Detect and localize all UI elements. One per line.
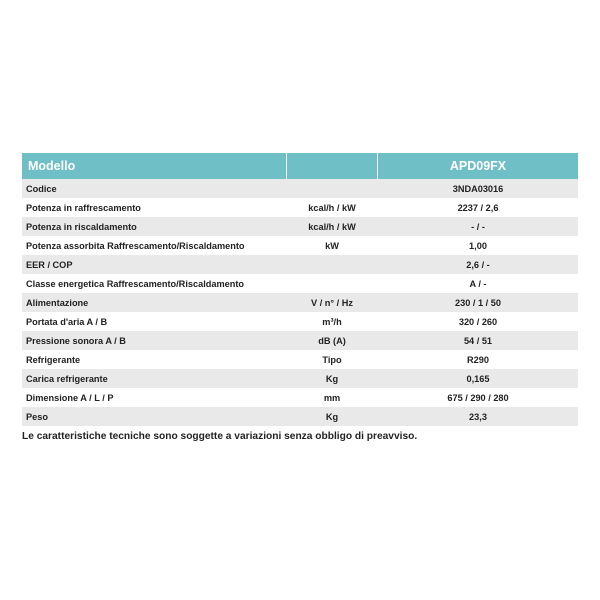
spec-name-cell: Alimentazione <box>22 293 286 312</box>
spec-name-cell: Potenza assorbita Raffrescamento/Riscaldamento <box>26 240 245 251</box>
spec-name-cell: Codice <box>22 179 286 198</box>
spec-unit-cell: kcal/h / kW <box>286 217 378 236</box>
spec-value-cell: 54 / 51 <box>378 331 578 350</box>
model-name-header: APD09FX <box>378 153 578 179</box>
table-row <box>22 198 578 217</box>
spec-unit-cell: mm <box>323 392 341 403</box>
table-row <box>22 312 578 331</box>
spec-value-cell: R290 <box>467 354 489 365</box>
table-row <box>22 236 578 255</box>
table-row <box>22 369 578 388</box>
spec-name-cell: Pressione sonora A / B <box>22 331 286 350</box>
table-row <box>22 293 578 312</box>
specifications-table <box>22 153 578 426</box>
table-row <box>22 255 578 274</box>
table-row <box>22 217 578 236</box>
spec-unit-cell <box>286 255 378 274</box>
spec-name-cell: Dimensione A / L / P <box>26 392 114 403</box>
spec-value-cell: 23,3 <box>378 407 578 426</box>
spec-name-cell: Potenza in raffrescamento <box>26 202 141 213</box>
model-column-header: Modello <box>22 153 286 179</box>
table-row <box>22 331 578 350</box>
spec-name-cell: Potenza in riscaldamento <box>22 217 286 236</box>
spec-unit-cell: Tipo <box>322 354 342 365</box>
spec-name-cell: Refrigerante <box>26 354 81 365</box>
spec-name-cell: Portata d'aria A / B <box>26 316 108 327</box>
spec-unit-cell: kW <box>325 240 339 251</box>
spec-unit-cell <box>286 179 378 198</box>
spec-value-cell: 675 / 290 / 280 <box>447 392 509 403</box>
spec-value-cell: 3NDA03016 <box>378 179 578 198</box>
spec-value-cell: 1,00 <box>469 240 487 251</box>
table-header <box>22 153 578 179</box>
spec-value-cell: 320 / 260 <box>458 316 498 327</box>
spec-unit-cell: Kg <box>286 369 378 388</box>
spec-name-cell: Carica refrigerante <box>22 369 286 388</box>
table-body <box>22 179 578 426</box>
spec-name-cell: EER / COP <box>22 255 286 274</box>
spec-sheet <box>22 153 578 426</box>
table-row <box>22 407 578 426</box>
spec-unit-cell: V / n° / Hz <box>286 293 378 312</box>
table-row <box>22 274 578 293</box>
spec-value-cell: 2,6 / - <box>378 255 578 274</box>
disclaimer-note: Le caratteristiche tecniche sono soggette a variazioni senza obbligo di preavviso. <box>22 431 418 442</box>
unit-column-header <box>286 153 378 179</box>
spec-value-cell: A / - <box>469 278 487 289</box>
spec-value-cell: 230 / 1 / 50 <box>378 293 578 312</box>
spec-unit-cell: dB (A) <box>286 331 378 350</box>
table-row <box>22 350 578 369</box>
spec-value-cell: 0,165 <box>378 369 578 388</box>
spec-unit-cell: Kg <box>286 407 378 426</box>
spec-unit-cell: kcal/h / kW <box>308 202 356 213</box>
spec-unit-cell: m³/h <box>322 316 342 327</box>
header-row <box>22 153 578 179</box>
spec-unit-cell <box>286 274 378 293</box>
table-row <box>22 388 578 407</box>
table-row <box>22 179 578 198</box>
spec-name-cell: Classe energetica Raffrescamento/Riscaldamento <box>26 278 245 289</box>
spec-name-cell: Peso <box>22 407 286 426</box>
spec-value-cell: 2237 / 2,6 <box>457 202 499 213</box>
spec-value-cell: - / - <box>378 217 578 236</box>
